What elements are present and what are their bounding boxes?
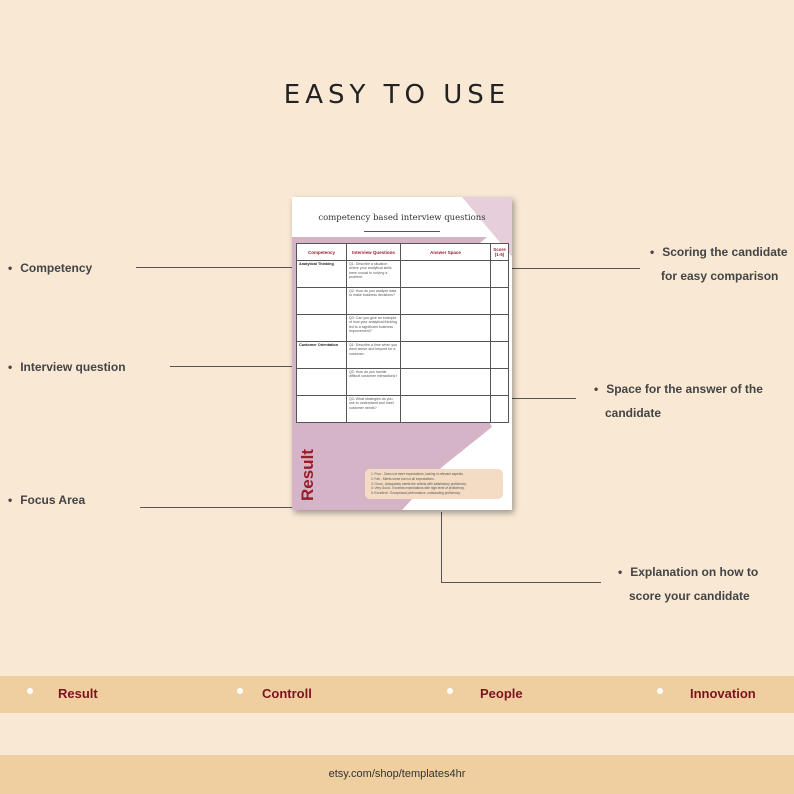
callout-interview-question: [8, 355, 126, 379]
question-cell: Q2: How do you handle difficult customer interactions?: [347, 369, 401, 396]
table-row: [297, 288, 509, 315]
strip-dot: [237, 688, 243, 694]
strip-item-people: People: [480, 686, 523, 701]
focus-strip: [0, 676, 794, 713]
strip-item-controll: Controll: [262, 686, 312, 701]
bullet-dot: •: [8, 261, 13, 275]
callout-scoring-line2: for easy comparison: [661, 269, 779, 283]
shop-link[interactable]: etsy.com/shop/templates4hr: [328, 768, 466, 780]
competency-table: [296, 243, 509, 423]
callout-explanation: [618, 560, 758, 608]
score-cell[interactable]: [491, 261, 509, 288]
legend-item: 5: Excellent - Exceptional performance, outstanding proficiency.: [371, 491, 461, 496]
score-cell[interactable]: [491, 342, 509, 369]
callout-scoring-line1: Scoring the candidate: [662, 245, 788, 259]
competency-cell: [297, 396, 347, 423]
callout-interview-label: Interview question: [20, 360, 126, 374]
callout-competency-label: Competency: [20, 261, 93, 275]
focus-area-label: Result: [298, 449, 317, 501]
callout-competency: [8, 256, 92, 280]
bullet-dot: •: [8, 360, 13, 374]
strip-dot: [27, 688, 33, 694]
answer-cell[interactable]: [401, 396, 491, 423]
callout-space-line2: candidate: [605, 406, 662, 420]
connector-line-competency: [136, 267, 298, 268]
callout-explain-line2: score your candidate: [629, 589, 750, 603]
answer-cell[interactable]: [401, 261, 491, 288]
answer-cell[interactable]: [401, 315, 491, 342]
strip-item-result: Result: [58, 686, 98, 701]
strip-dot: [657, 688, 663, 694]
table-row: [297, 261, 509, 288]
answer-cell[interactable]: [401, 288, 491, 315]
score-legend: [365, 469, 503, 499]
competency-cell: [297, 369, 347, 396]
question-cell: Q3: What strategies do you use to understand and meet customer needs?: [347, 396, 401, 423]
page-headline: EASY TO USE: [283, 80, 511, 110]
header-answer: Answer Space: [401, 244, 491, 261]
question-cell: Q1: Describe a time when you went above and beyond for a customer.: [347, 342, 401, 369]
header-competency: Competency: [297, 244, 347, 261]
legend-item: 1: Poor - Does not meet expectations, lacking in relevant aspects.: [371, 472, 464, 476]
question-cell: Q2: How do you analyze data to make business decisions?: [347, 288, 401, 315]
score-cell[interactable]: [491, 369, 509, 396]
strip-dot: [447, 688, 453, 694]
connector-line-scoring: [503, 268, 640, 269]
legend-item: 2: Fair - Meets some but not all expectations.: [371, 476, 435, 481]
callout-space-line1: Space for the answer of the: [606, 382, 763, 396]
bullet-dot: •: [594, 382, 599, 396]
answer-cell[interactable]: [401, 342, 491, 369]
connector-line-explanation-horizontal: [441, 582, 601, 583]
question-cell: Q3: Can you give an example of how your analytical thinking led to a significant business improvement?: [347, 315, 401, 342]
score-cell[interactable]: [491, 315, 509, 342]
callout-focus-label: Focus Area: [20, 493, 86, 507]
competency-cell: Customer Orientation: [297, 342, 347, 369]
competency-cell: Analytical Thinking: [297, 261, 347, 288]
legend-item: 4: Very Good - Exceeds expectations with high level of proficiency.: [371, 486, 465, 491]
connector-line-focus: [140, 507, 296, 508]
header-score: Score (1-5): [491, 244, 509, 261]
table-row: [297, 342, 509, 369]
competency-cell: [297, 315, 347, 342]
bullet-dot: •: [618, 565, 623, 579]
callout-answer-space: [594, 377, 763, 425]
bullet-dot: •: [8, 493, 13, 507]
competency-cell: [297, 288, 347, 315]
score-cell[interactable]: [491, 288, 509, 315]
table-row: [297, 396, 509, 423]
table-row: [297, 369, 509, 396]
document-preview: [292, 197, 512, 510]
header-questions: Interview Questions: [347, 244, 401, 261]
document-title: competency based interview questions: [318, 213, 486, 223]
connector-line-explanation-vertical: [441, 512, 442, 582]
question-cell: Q1: Describe a situation where your analytical skills were crucial to solving a problem.: [347, 261, 401, 288]
callout-focus-area: [8, 488, 85, 512]
table-header-row: [297, 244, 509, 261]
title-divider: [364, 231, 440, 232]
bullet-dot: •: [650, 245, 655, 259]
answer-cell[interactable]: [401, 369, 491, 396]
table-row: [297, 315, 509, 342]
legend-item: 3: Good - Adequately meets the criteria with satisfactory proficiency.: [371, 481, 467, 486]
callout-explain-line1: Explanation on how to: [630, 565, 759, 579]
score-cell[interactable]: [491, 396, 509, 423]
strip-item-innovation: Innovation: [690, 686, 756, 701]
callout-scoring: [650, 240, 788, 288]
